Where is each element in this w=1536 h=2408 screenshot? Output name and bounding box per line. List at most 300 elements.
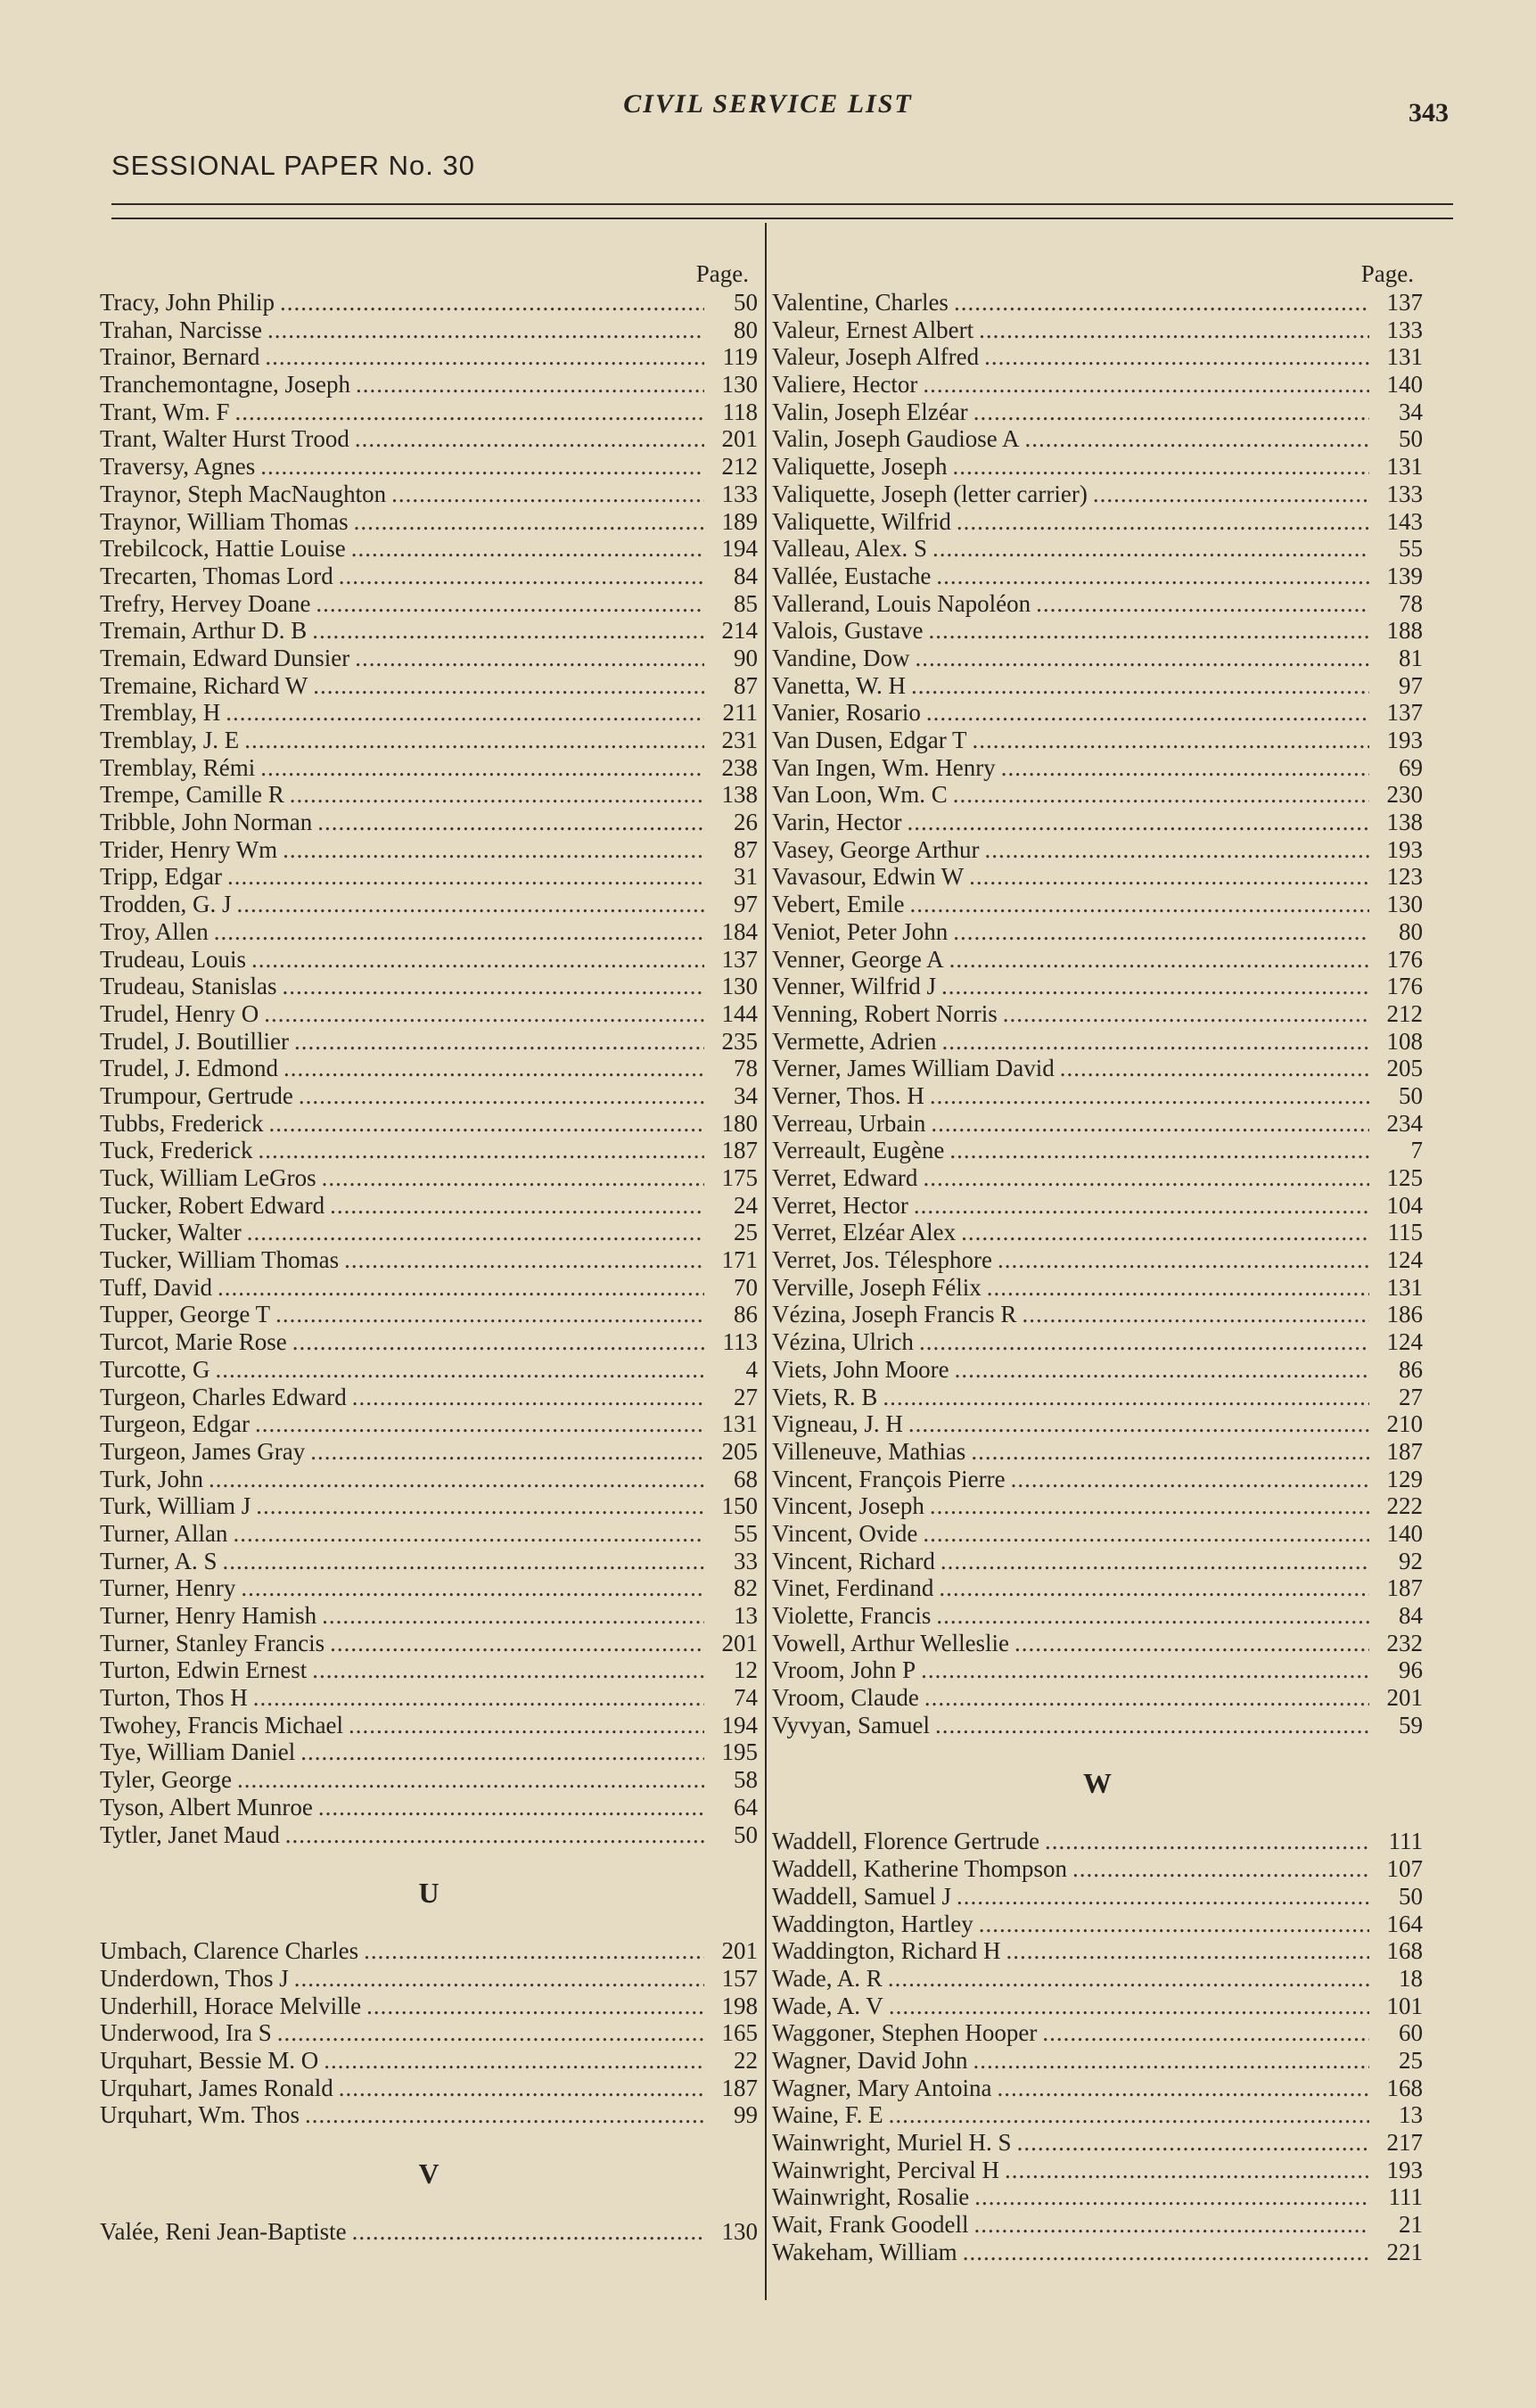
entry-name: Valiquette, Wilfrid	[772, 507, 951, 535]
index-entry	[100, 425, 758, 453]
index-entry	[772, 371, 1423, 399]
entry-name: Trodden, G. J	[100, 891, 232, 918]
dot-leader	[339, 2075, 704, 2102]
entry-name: Tribble, John Norman	[100, 809, 313, 836]
entry-name: Vézina, Joseph Francis R	[772, 1301, 1017, 1328]
entry-page: 13	[1399, 2101, 1423, 2129]
index-entry	[100, 781, 758, 809]
index-entry	[100, 699, 758, 727]
entry-name: Vowell, Arthur Welleslie	[772, 1629, 1010, 1656]
entry-page: 130	[1386, 891, 1423, 918]
entry-name: Vigneau, J. H	[772, 1410, 903, 1438]
index-entry	[772, 1110, 1423, 1138]
dot-leader	[216, 1356, 704, 1384]
dot-leader	[908, 1410, 1369, 1438]
entry-page: 157	[721, 1964, 758, 1992]
dot-leader	[1006, 1937, 1369, 1965]
header-rule-bottom	[111, 218, 1453, 219]
index-entry	[100, 1602, 758, 1630]
index-entry	[100, 1438, 758, 1466]
index-entry	[772, 1574, 1423, 1602]
entry-name: Turgeon, Charles Edward	[100, 1383, 347, 1410]
page-number: 343	[1409, 98, 1449, 127]
dot-leader	[936, 1602, 1369, 1630]
dot-leader	[1036, 590, 1369, 618]
entry-name: Valeur, Ernest Albert	[772, 316, 974, 343]
entry-name: Venner, George A	[772, 945, 944, 973]
section-letter-v: V	[418, 2157, 439, 2190]
index-entry	[772, 891, 1423, 918]
entry-page: 201	[721, 1629, 758, 1656]
dot-leader	[283, 1055, 704, 1082]
index-entry	[100, 1028, 758, 1056]
section-letter-w: W	[1083, 1767, 1112, 1800]
entry-name: Waddell, Samuel J	[772, 1882, 952, 1910]
entry-page: 201	[1386, 1684, 1423, 1712]
dot-leader	[300, 1738, 704, 1766]
entry-name: Van Ingen, Wm. Henry	[772, 753, 996, 781]
entry-name: Tremain, Arthur D. B	[100, 617, 308, 645]
index-entry	[100, 617, 758, 645]
entry-page: 211	[722, 699, 758, 727]
page-column-heading: Page.	[695, 260, 749, 287]
entry-page: 50	[734, 289, 758, 316]
entry-page: 131	[1386, 1273, 1423, 1301]
entry-page: 25	[734, 1219, 758, 1246]
entry-name: Tuck, Frederick	[100, 1137, 253, 1164]
dot-leader	[258, 1137, 704, 1164]
entry-page: 85	[734, 589, 758, 617]
entry-name: Vincent, Richard	[772, 1547, 935, 1574]
entry-page: 171	[721, 1246, 758, 1274]
entry-name: Vanier, Rosario	[772, 699, 921, 727]
entry-page: 201	[721, 1937, 758, 1965]
entry-page: 55	[1399, 535, 1423, 563]
dot-leader	[1042, 2019, 1369, 2047]
index-entry	[772, 1000, 1423, 1028]
index-entry	[100, 1328, 758, 1356]
entry-page: 92	[1399, 1547, 1423, 1574]
index-entry	[772, 535, 1423, 563]
index-entry	[772, 1712, 1423, 1739]
entry-name: Urquhart, Wm. Thos	[100, 2101, 300, 2129]
index-entry	[772, 699, 1423, 727]
entry-page: 86	[734, 1301, 758, 1328]
dot-leader	[312, 1656, 704, 1684]
dot-leader	[1072, 1855, 1369, 1883]
index-entry	[100, 918, 758, 946]
index-entry	[100, 1246, 758, 1274]
index-entry	[772, 946, 1423, 974]
index-entry	[100, 1410, 758, 1438]
entry-name: Trudel, Henry O	[100, 999, 259, 1027]
entry-page: 22	[734, 2046, 758, 2074]
entry-page: 222	[1386, 1492, 1423, 1520]
entry-name: Trudel, J. Boutillier	[100, 1027, 290, 1055]
index-entry	[100, 508, 758, 536]
index-entry	[772, 508, 1423, 536]
index-entry	[772, 399, 1423, 426]
dot-leader	[924, 1684, 1369, 1712]
entry-page: 175	[721, 1164, 758, 1191]
entry-page: 232	[1386, 1629, 1423, 1656]
dot-leader	[209, 1466, 704, 1493]
entry-page: 12	[734, 1656, 758, 1684]
index-entry	[772, 1055, 1423, 1082]
index-entry	[100, 1712, 758, 1739]
entry-name: Valois, Gustave	[772, 617, 924, 645]
dot-leader	[316, 590, 704, 618]
page-column-heading: Page.	[1360, 260, 1414, 287]
index-entry	[100, 535, 758, 563]
entry-name: Wade, A. V	[772, 1992, 883, 2019]
entry-page: 34	[734, 1081, 758, 1109]
entry-page: 87	[734, 835, 758, 863]
entry-page: 187	[721, 1137, 758, 1164]
entry-page: 107	[1386, 1855, 1423, 1883]
entry-name: Traynor, William Thomas	[100, 507, 349, 535]
entry-name: Valin, Joseph Gaudiose A	[772, 425, 1020, 453]
entry-page: 21	[1399, 2211, 1423, 2239]
entry-name: Trefry, Hervey Doane	[100, 589, 311, 617]
entry-page: 212	[1386, 999, 1423, 1027]
index-entry	[100, 1192, 758, 1220]
dot-leader	[949, 946, 1369, 974]
entry-name: Vavasour, Edwin W	[772, 863, 965, 891]
entry-name: Twohey, Francis Michael	[100, 1711, 344, 1738]
entry-page: 217	[1386, 2129, 1423, 2156]
entry-page: 221	[1386, 2238, 1423, 2265]
entry-name: Valentine, Charles	[772, 289, 949, 316]
entry-name: Verville, Joseph Félix	[772, 1273, 982, 1301]
entry-page: 90	[734, 644, 758, 671]
index-entry	[772, 1993, 1423, 2020]
index-entry	[772, 590, 1423, 618]
dot-leader	[936, 563, 1369, 590]
entry-name: Wainwright, Percival H	[772, 2156, 1000, 2183]
index-entry	[100, 2019, 758, 2047]
dot-leader	[923, 1520, 1369, 1548]
entry-page: 235	[721, 1027, 758, 1055]
entry-page: 115	[1387, 1219, 1423, 1246]
entry-page: 80	[1399, 917, 1423, 945]
entry-name: Turcotte, G	[100, 1355, 210, 1383]
entry-name: Vallée, Eustache	[772, 562, 932, 589]
entry-name: Traynor, Steph MacNaughton	[100, 480, 387, 507]
entry-name: Tyson, Albert Munroe	[100, 1793, 313, 1820]
dot-leader	[940, 1548, 1369, 1575]
entry-name: Wagner, Mary Antoina	[772, 2074, 992, 2101]
entry-name: Vermette, Adrien	[772, 1027, 937, 1055]
dot-leader	[235, 399, 704, 426]
dot-leader	[930, 1492, 1369, 1520]
entry-name: Turk, William J	[100, 1492, 251, 1520]
index-entry	[772, 863, 1423, 891]
index-entry	[772, 2183, 1423, 2211]
entry-page: 33	[734, 1547, 758, 1574]
entry-page: 125	[1386, 1164, 1423, 1191]
index-entry	[100, 1000, 758, 1028]
entry-page: 25	[1399, 2046, 1423, 2074]
dot-leader	[928, 617, 1369, 645]
entry-name: Verner, Thos. H	[772, 1081, 924, 1109]
right-column	[772, 259, 1423, 2265]
entry-page: 124	[1386, 1246, 1423, 1274]
entry-page: 139	[1386, 562, 1423, 589]
dot-leader	[294, 1028, 704, 1056]
entry-page: 143	[1386, 507, 1423, 535]
entry-name: Vincent, Joseph	[772, 1492, 924, 1520]
entry-page: 180	[721, 1109, 758, 1137]
index-entry	[100, 2047, 758, 2075]
entry-page: 26	[734, 809, 758, 836]
entry-name: Vroom, John P	[772, 1656, 916, 1684]
dot-leader	[953, 918, 1369, 946]
index-entry	[100, 809, 758, 836]
dot-leader	[244, 727, 704, 754]
index-entry	[772, 1328, 1423, 1356]
dot-leader	[255, 1410, 704, 1438]
entry-name: Vebert, Emile	[772, 891, 905, 918]
index-entry	[772, 2129, 1423, 2157]
index-entry	[772, 2239, 1423, 2266]
index-entry	[100, 1110, 758, 1138]
index-entry	[100, 1219, 758, 1246]
index-entry	[100, 1965, 758, 1993]
index-entry	[100, 973, 758, 1000]
dot-leader	[330, 1630, 704, 1657]
dot-leader	[214, 918, 704, 946]
index-entry	[772, 1911, 1423, 1938]
index-entry	[772, 2157, 1423, 2184]
entry-page: 214	[721, 617, 758, 645]
entry-name: Vandine, Dow	[772, 644, 910, 671]
dot-leader	[260, 754, 704, 782]
entry-name: Tyler, George	[100, 1766, 232, 1794]
entry-page: 234	[1386, 1109, 1423, 1137]
entry-name: Tytler, Janet Maud	[100, 1820, 280, 1848]
index-entry	[100, 1738, 758, 1766]
index-entry	[772, 563, 1423, 590]
index-entry	[100, 1548, 758, 1575]
index-entry	[100, 316, 758, 344]
index-entry	[772, 1301, 1423, 1328]
entry-name: Turner, A. S	[100, 1547, 218, 1574]
index-entry	[100, 1937, 758, 1965]
index-entry	[100, 1574, 758, 1602]
entry-name: Tremblay, H	[100, 699, 221, 727]
entry-page: 168	[1386, 2074, 1423, 2101]
entry-name: Tucker, Walter	[100, 1219, 242, 1246]
entry-page: 68	[734, 1465, 758, 1492]
index-entry	[100, 2218, 758, 2246]
dot-leader	[921, 1656, 1369, 1684]
entry-name: Turton, Thos H	[100, 1684, 248, 1712]
index-entry	[772, 809, 1423, 836]
entry-page: 70	[734, 1273, 758, 1301]
index-entry	[772, 1219, 1423, 1246]
index-entry	[100, 1274, 758, 1302]
entry-name: Waddington, Hartley	[772, 1910, 973, 1937]
entry-name: Viets, John Moore	[772, 1355, 949, 1383]
dot-leader	[294, 1965, 704, 1993]
entry-name: Verret, Edward	[772, 1164, 918, 1191]
entry-page: 60	[1399, 2019, 1423, 2047]
dot-leader	[233, 1520, 704, 1548]
entry-name: Tripp, Edgar	[100, 863, 223, 891]
entry-page: 198	[721, 1992, 758, 2019]
entry-name: Verret, Jos. Télesphore	[772, 1246, 992, 1274]
entry-page: 133	[721, 480, 758, 507]
entry-page: 64	[734, 1793, 758, 1820]
index-entry	[772, 481, 1423, 508]
entry-page: 212	[721, 453, 758, 481]
entry-page: 78	[734, 1055, 758, 1082]
index-entry	[100, 891, 758, 918]
entry-name: Valin, Joseph Elzéar	[772, 398, 968, 425]
entry-name: Trudeau, Stanislas	[100, 973, 277, 1000]
dot-leader	[283, 973, 704, 1000]
entry-name: Vroom, Claude	[772, 1684, 919, 1712]
entry-page: 50	[734, 1820, 758, 1848]
dot-leader	[984, 343, 1369, 371]
dot-leader	[909, 891, 1369, 918]
index-entry	[100, 590, 758, 618]
entry-name: Tupper, George T	[100, 1301, 271, 1328]
entry-name: Waddington, Richard H	[772, 1937, 1001, 1965]
index-entry	[772, 1656, 1423, 1684]
entry-page: 193	[1386, 2156, 1423, 2183]
dot-leader	[888, 1965, 1369, 1993]
entry-page: 104	[1386, 1191, 1423, 1219]
entry-name: Tremblay, Rémi	[100, 753, 256, 781]
dot-leader	[932, 535, 1369, 563]
entry-name: Vallerand, Louis Napoléon	[772, 589, 1031, 617]
entry-page: 86	[1399, 1355, 1423, 1383]
index-entry	[772, 1855, 1423, 1883]
index-entry	[100, 1137, 758, 1164]
dot-leader	[318, 1794, 704, 1821]
entry-page: 140	[1386, 371, 1423, 399]
dot-leader	[354, 508, 704, 536]
entry-page: 13	[734, 1602, 758, 1629]
index-entry	[772, 2101, 1423, 2129]
dot-leader	[256, 1492, 704, 1520]
dot-leader	[998, 1246, 1369, 1274]
index-entry	[100, 1794, 758, 1821]
dot-leader	[1017, 2129, 1369, 2157]
dot-leader	[971, 1438, 1369, 1466]
entry-page: 129	[1386, 1465, 1423, 1492]
dot-leader	[355, 425, 704, 453]
dot-leader	[227, 863, 704, 891]
dot-leader	[973, 2047, 1369, 2075]
index-entry	[100, 453, 758, 481]
index-entry	[100, 946, 758, 974]
entry-name: Veniot, Peter John	[772, 917, 949, 945]
entry-name: Trahan, Narcisse	[100, 316, 262, 343]
index-entry	[772, 1164, 1423, 1192]
entry-page: 195	[721, 1738, 758, 1766]
index-entry	[100, 1656, 758, 1684]
dot-leader	[292, 1328, 704, 1356]
index-entry	[772, 316, 1423, 344]
entry-name: Traversy, Agnes	[100, 453, 256, 481]
entry-page: 164	[1386, 1910, 1423, 1937]
entry-name: Villeneuve, Mathias	[772, 1437, 966, 1465]
entry-name: Verreault, Eugène	[772, 1137, 945, 1164]
entry-name: Valleau, Alex. S	[772, 535, 927, 563]
entry-name: Tubbs, Frederick	[100, 1109, 264, 1137]
entry-name: Tucker, William Thomas	[100, 1246, 340, 1274]
dot-leader	[364, 1937, 704, 1965]
dot-leader	[280, 289, 704, 316]
index-entry	[100, 754, 758, 782]
index-entry	[772, 1965, 1423, 1993]
index-entry	[772, 1028, 1423, 1056]
entry-page: 138	[721, 781, 758, 809]
entry-name: Turton, Edwin Ernest	[100, 1656, 308, 1684]
entry-name: Trempe, Camille R	[100, 781, 284, 809]
dot-leader	[954, 289, 1369, 316]
index-entry	[100, 1301, 758, 1328]
index-entry	[100, 727, 758, 754]
entry-page: 133	[1386, 480, 1423, 507]
index-entry	[772, 453, 1423, 481]
dot-leader	[226, 699, 704, 727]
entry-name: Verret, Hector	[772, 1191, 908, 1219]
index-entry	[772, 1602, 1423, 1630]
dot-leader	[352, 2218, 704, 2246]
entry-page: 99	[734, 2101, 758, 2129]
index-entry	[772, 1137, 1423, 1164]
index-entry	[772, 617, 1423, 645]
dot-leader	[352, 1384, 704, 1411]
entry-page: 87	[734, 671, 758, 699]
entry-name: Trider, Henry Wm	[100, 835, 278, 863]
index-entry	[772, 1520, 1423, 1548]
entry-page: 97	[734, 891, 758, 918]
index-entry	[772, 425, 1423, 453]
entry-page: 138	[1386, 809, 1423, 836]
index-entry	[100, 1492, 758, 1520]
entry-name: Turner, Henry	[100, 1574, 236, 1602]
dot-leader	[277, 2019, 704, 2047]
entry-name: Trumpour, Gertrude	[100, 1081, 293, 1109]
index-entry	[100, 2101, 758, 2129]
entry-page: 187	[1386, 1437, 1423, 1465]
dot-leader	[299, 1082, 704, 1110]
dot-leader	[241, 1574, 704, 1602]
index-entry	[100, 645, 758, 672]
entry-name: Turcot, Marie Rose	[100, 1328, 287, 1356]
entry-page: 140	[1386, 1519, 1423, 1547]
section-letter-u: U	[418, 1877, 439, 1910]
entry-name: Trudel, J. Edmond	[100, 1055, 279, 1082]
entry-page: 238	[721, 753, 758, 781]
index-entry	[772, 2211, 1423, 2239]
entry-page: 119	[722, 343, 758, 371]
index-entry	[772, 1883, 1423, 1911]
entry-page: 194	[721, 535, 758, 563]
entry-page: 187	[721, 2074, 758, 2101]
entry-page: 31	[734, 863, 758, 891]
entry-page: 130	[721, 973, 758, 1000]
entry-page: 150	[721, 1492, 758, 1520]
entry-name: Verreau, Urbain	[772, 1109, 926, 1137]
entry-name: Underwood, Ira S	[100, 2019, 272, 2047]
index-entry	[100, 1766, 758, 1794]
